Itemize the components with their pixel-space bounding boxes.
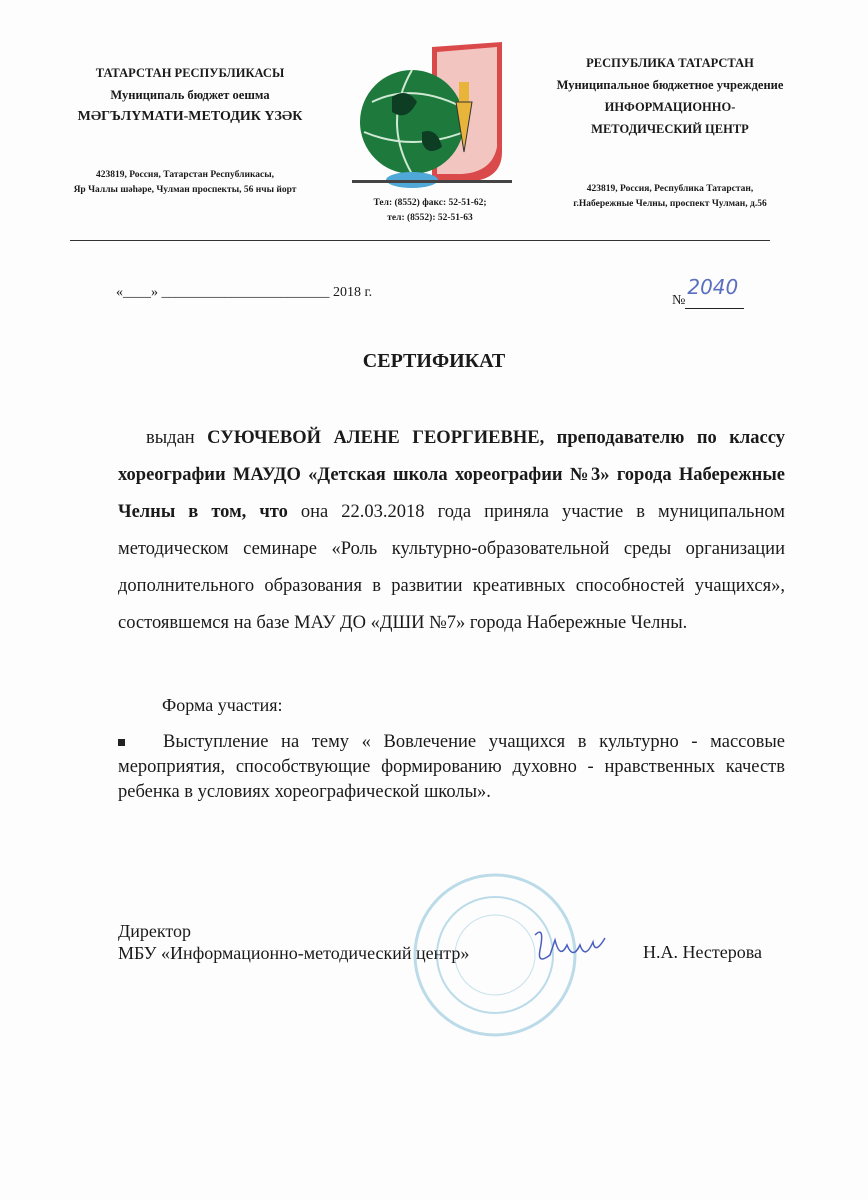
body-text: она 22.03.2018 года приняла участие в муниципальном методическом семинаре «Роль культурно-образовательной среды организации дополнительного образования в развитии креативных способностей учащихся», состоявшемся на базе МАУ ДО «ДШИ №7» города Набережные Челны. <box>118 502 785 633</box>
header-right-line: ИНФОРМАЦИОННО- <box>604 100 736 114</box>
bullet-icon <box>118 739 125 746</box>
address-line: г.Набережные Челны, проспект Чулман, д.56 <box>573 199 767 209</box>
body-recipient: СУЮЧЕВОЙ АЛЕНЕ ГЕОРГИЕВНЕ, преподавателю по классу хореографии МАУДО «Детская школа хореографии №3» города Набережные Челны в том, что <box>118 428 785 522</box>
phone-line: Тел: (8552) факс: 52-51-62; <box>373 198 487 208</box>
form-label: Форма участия: <box>162 695 283 715</box>
body-lead: выдан <box>146 428 208 448</box>
document-number <box>672 275 744 309</box>
header-right-line: РЕСПУБЛИКА ТАТАРСТАН <box>586 56 754 70</box>
signer-position: Директор <box>118 921 192 941</box>
number-label: № <box>672 293 686 308</box>
logo-divider <box>352 180 512 183</box>
document-title: СЕРТИФИКАТ <box>362 350 506 372</box>
header-right <box>520 52 820 140</box>
header-right-line: Муниципальное бюджетное учреждение <box>556 78 784 92</box>
organization-logo <box>352 42 512 192</box>
header-phone <box>350 196 510 226</box>
header-left-line: ТАТАРСТАН РЕСПУБЛИКАСЫ <box>95 66 285 80</box>
certificate-body <box>118 420 785 642</box>
signer-name: Н.А. Нестерова <box>643 942 763 962</box>
signature-icon <box>525 920 615 970</box>
header-left-address <box>40 168 330 198</box>
header-left <box>40 62 340 128</box>
form-item-text: Выступление на тему « Вовлечение учащихся в культурно - массовые мероприятия, способствующие формированию духовно - нравственных качеств ребенка в условиях хореографической школы». <box>118 732 785 802</box>
signature-block <box>118 920 469 964</box>
signer-organization: МБУ «Информационно-методический центр» <box>118 943 470 963</box>
address-line: Яр Чаллы шәһәре, Чулман проспекты, 56 нчы йорт <box>73 185 297 195</box>
header-right-line: МЕТОДИЧЕСКИЙ ЦЕНТР <box>591 122 749 136</box>
header-right-address <box>540 182 800 212</box>
phone-line: тел: (8552): 52-51-63 <box>387 213 473 223</box>
form-item <box>118 730 785 805</box>
header-rule <box>70 240 770 241</box>
number-handwritten: 2040 <box>687 275 739 299</box>
date-line: «____» ________________________ 2018 г. <box>116 285 373 300</box>
address-line: 423819, Россия, Республика Татарстан, <box>586 184 754 194</box>
address-line: 423819, Россия, Татарстан Республикасы, <box>95 170 275 180</box>
header-left-line: Муниципаль бюджет оешма <box>110 88 270 102</box>
header-left-line: МӘГЪЛҮМАТИ-МЕТОДИК ҮЗӘК <box>77 109 303 124</box>
